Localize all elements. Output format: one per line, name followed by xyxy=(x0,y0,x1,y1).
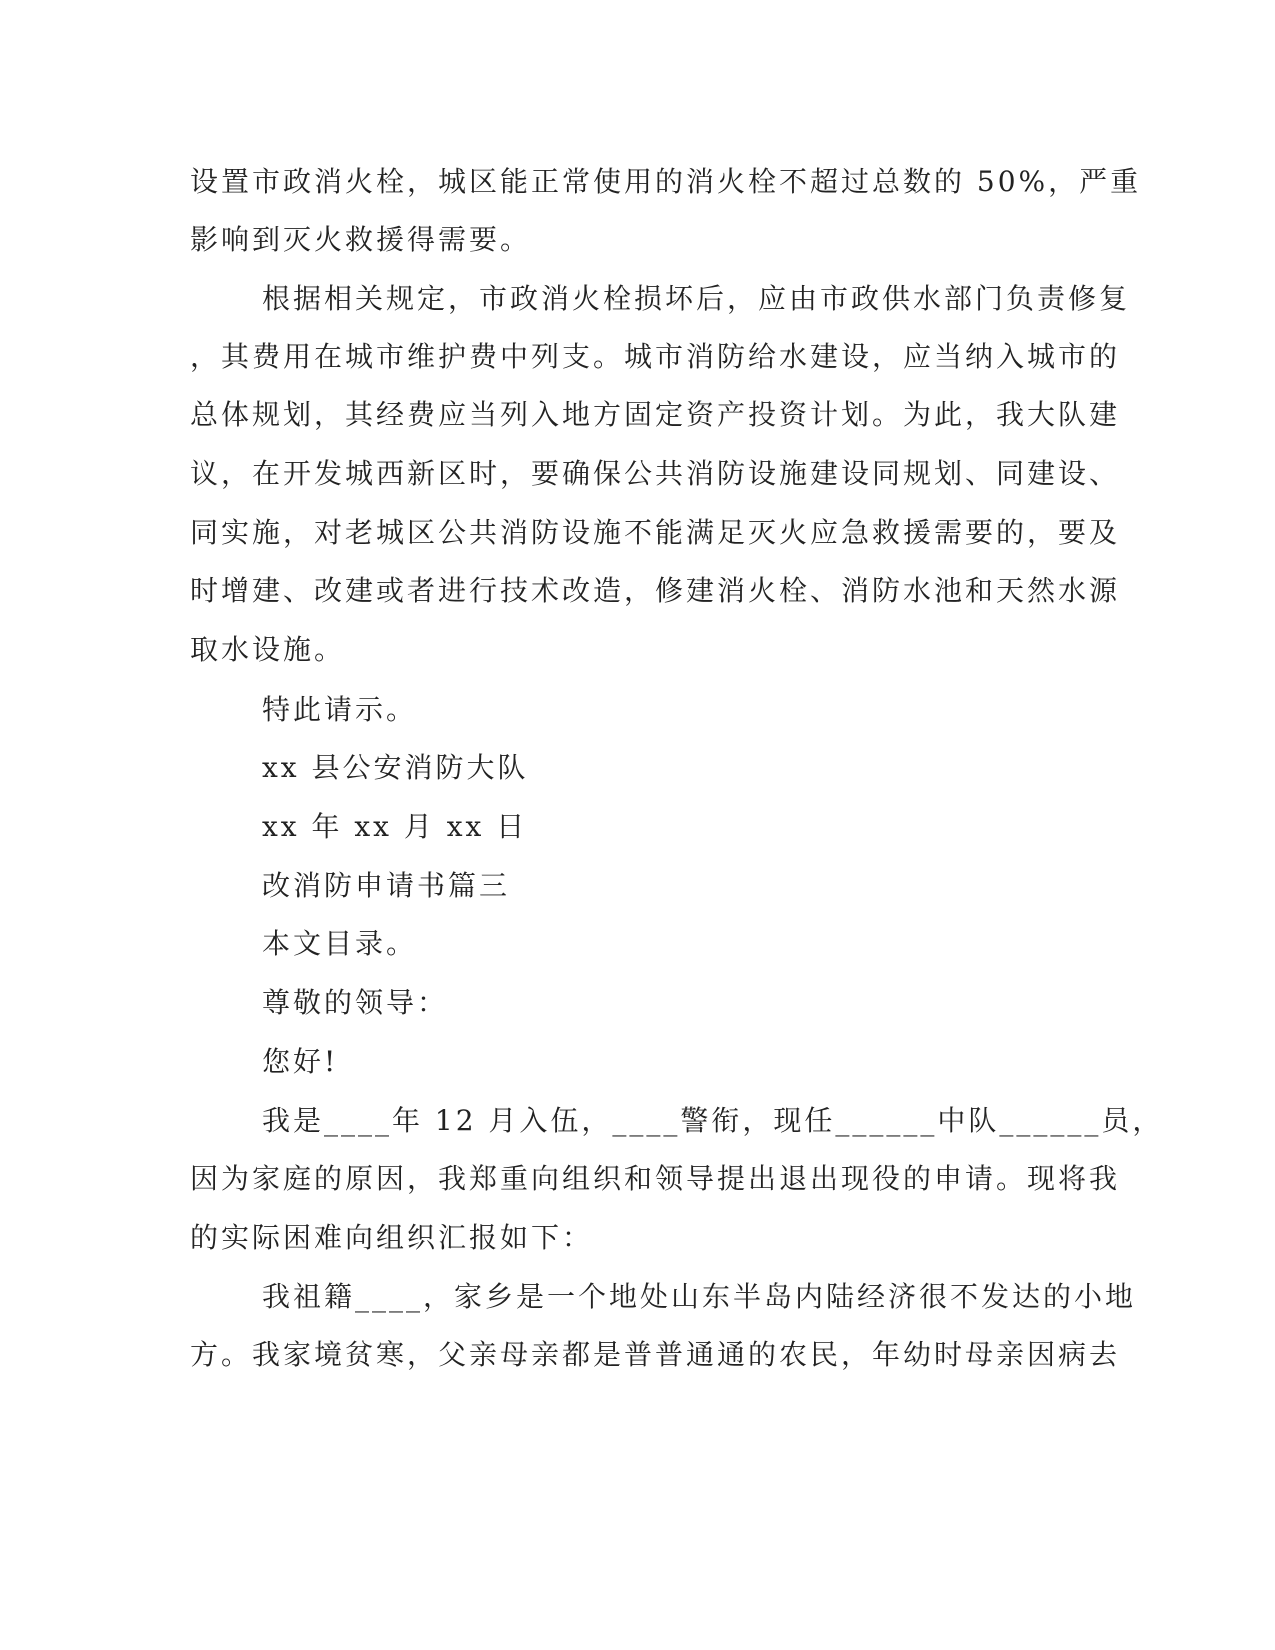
text-line: 设置市政消火栓，城区能正常使用的消火栓不超过总数的 50%，严重 xyxy=(190,165,1142,198)
paragraph-start-line: 我祖籍____，家乡是一个地处山东半岛内陆经济很不发达的小地 xyxy=(262,1280,1137,1313)
text-line: 同实施，对老城区公共消防设施不能满足灭火应急救援需要的，要及 xyxy=(190,516,1121,549)
paragraph-start-line: 根据相关规定，市政消火栓损坏后，应由市政供水部门负责修复 xyxy=(262,282,1131,315)
signature-date: xx 年 xx 月 xx 日 xyxy=(262,810,528,843)
text-line: 时增建、改建或者进行技术改造，修建消火栓、消防水池和天然水源 xyxy=(190,574,1121,607)
text-line: 议，在开发城西新区时，要确保公共消防设施建设同规划、同建设、 xyxy=(190,457,1121,490)
salutation: 尊敬的领导： xyxy=(262,986,449,1019)
section-heading: 改消防申请书篇三 xyxy=(262,869,511,902)
signature-organization: xx 县公安消防大队 xyxy=(262,751,529,784)
toc-label: 本文目录。 xyxy=(262,927,418,960)
text-line: ，其费用在城市维护费中列支。城市消防给水建设，应当纳入城市的 xyxy=(190,340,1121,373)
text-line: 因为家庭的原因，我郑重向组织和领导提出退出现役的申请。现将我 xyxy=(190,1162,1121,1195)
text-line: 总体规划，其经费应当列入地方固定资产投资计划。为此，我大队建 xyxy=(190,398,1121,431)
greeting: 您好! xyxy=(262,1045,339,1078)
text-line: 影响到灭火救援得需要。 xyxy=(190,223,532,256)
closing-line: 特此请示。 xyxy=(262,693,418,726)
paragraph-start-line: 我是____年 12 月入伍，____警衔，现任______中队______员， xyxy=(262,1104,1164,1137)
text-line: 的实际困难向组织汇报如下： xyxy=(190,1221,594,1254)
text-line: 方。我家境贫寒，父亲母亲都是普普通通的农民，年幼时母亲因病去 xyxy=(190,1338,1121,1371)
text-line: 取水设施。 xyxy=(190,633,346,666)
